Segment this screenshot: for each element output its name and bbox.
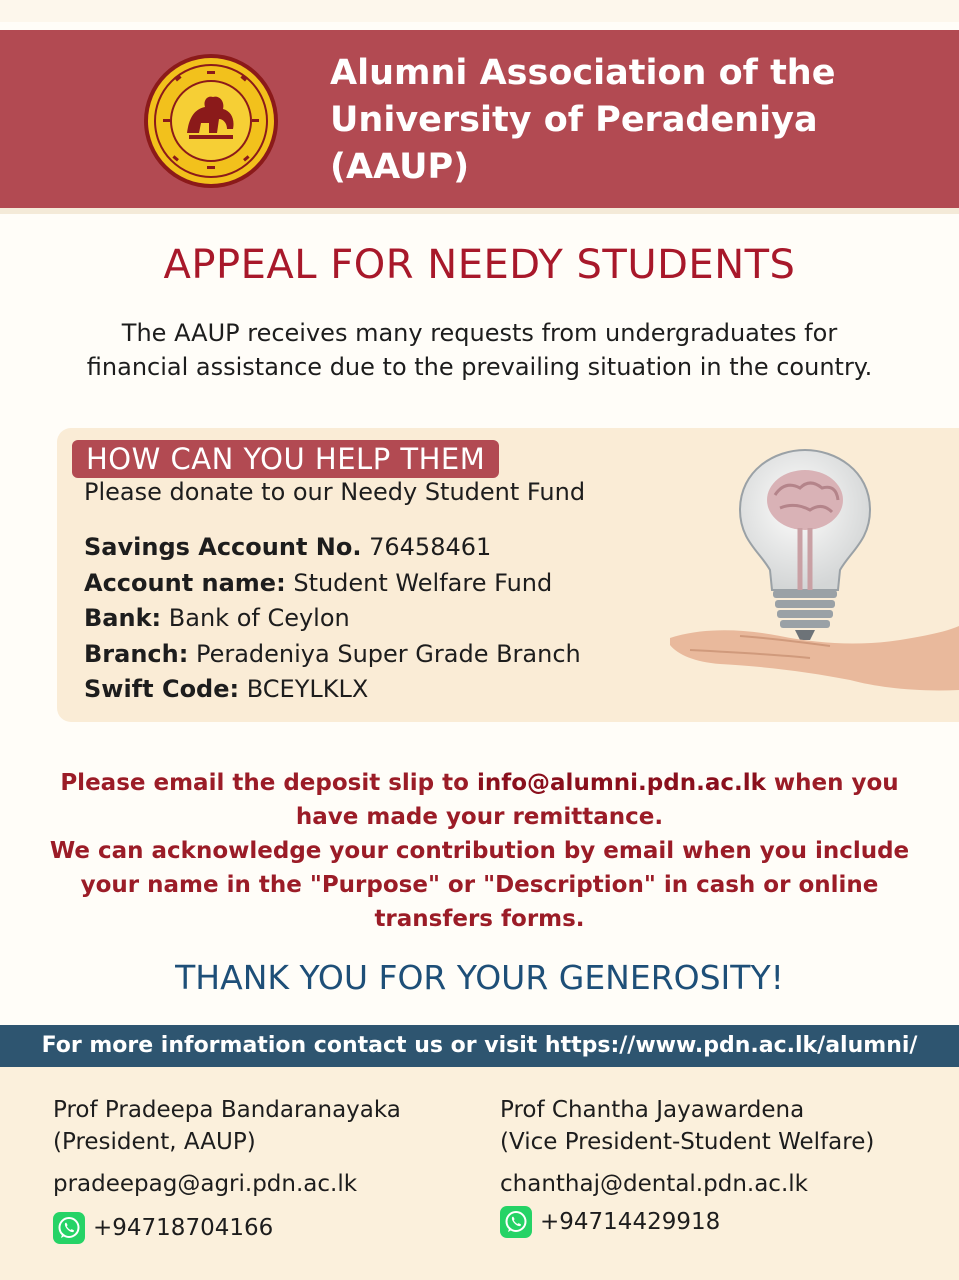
email-instructions bbox=[30, 766, 929, 936]
account-number-label: Savings Account No. bbox=[84, 533, 362, 561]
contact-name: Prof Chantha Jayawardena bbox=[500, 1097, 805, 1123]
organization-name bbox=[330, 50, 930, 191]
header-divider bbox=[0, 208, 959, 214]
contact-phone-row bbox=[53, 1212, 401, 1244]
account-name-row bbox=[84, 566, 684, 602]
contact-phone-row bbox=[500, 1206, 874, 1238]
top-strip bbox=[0, 0, 959, 22]
contact-name: Prof Pradeepa Bandaranayaka bbox=[53, 1097, 401, 1123]
bank-details bbox=[84, 530, 684, 708]
lightbulb-brain-hand-icon bbox=[660, 440, 959, 700]
bank-value: Bank of Ceylon bbox=[168, 604, 350, 632]
branch-label: Branch: bbox=[84, 639, 189, 668]
account-name-label: Account name: bbox=[84, 568, 286, 597]
branch-value: Peradeniya Super Grade Branch bbox=[195, 639, 581, 668]
branch-row bbox=[84, 637, 684, 673]
contact-email[interactable]: pradeepag@agri.pdn.ac.lk bbox=[53, 1171, 358, 1197]
intro-text bbox=[20, 316, 939, 384]
thank-you-message: THANK YOU FOR YOUR GENEROSITY! bbox=[175, 958, 784, 997]
contact-role: (Vice President-Student Welfare) bbox=[500, 1129, 875, 1155]
whatsapp-icon bbox=[500, 1206, 532, 1238]
contact-president bbox=[53, 1094, 401, 1244]
whatsapp-icon bbox=[53, 1212, 85, 1244]
contact-phone[interactable]: +94718704166 bbox=[93, 1215, 274, 1241]
donate-line: Please donate to our Needy Student Fund bbox=[84, 478, 586, 506]
intro-line-1: The AAUP receives many requests from undergraduates for bbox=[121, 319, 838, 347]
account-number-value: 76458461 bbox=[369, 533, 492, 561]
contact-vice-president bbox=[500, 1094, 874, 1238]
account-number-row bbox=[84, 530, 684, 566]
org-name-line-2: University of Peradeniya bbox=[330, 100, 818, 140]
contact-role: (President, AAUP) bbox=[53, 1129, 256, 1155]
contact-phone[interactable]: +94714429918 bbox=[540, 1209, 721, 1235]
org-name-line-1: Alumni Association of the bbox=[330, 53, 836, 93]
bank-label: Bank: bbox=[84, 604, 162, 632]
contact-email-link[interactable]: info@alumni.pdn.ac.lk bbox=[476, 770, 766, 796]
contact-email[interactable]: chanthaj@dental.pdn.ac.lk bbox=[500, 1171, 808, 1197]
university-seal-icon bbox=[143, 53, 279, 189]
help-heading: HOW CAN YOU HELP THEM bbox=[72, 440, 499, 478]
swift-value: BCEYLKLX bbox=[246, 675, 369, 703]
swift-label: Swift Code: bbox=[84, 675, 240, 703]
intro-line-2: financial assistance due to the prevailing situation in the country. bbox=[86, 353, 873, 381]
appeal-title: APPEAL FOR NEEDY STUDENTS bbox=[163, 242, 796, 288]
email-note-part-3: We can acknowledge your contribution by email when you include your name in the "Purpose" or "Description" in cash or online transfers forms. bbox=[49, 838, 910, 932]
org-name-line-3: (AAUP) bbox=[330, 147, 470, 187]
email-note-part-1: Please email the deposit slip to bbox=[60, 770, 477, 796]
account-name-value: Student Welfare Fund bbox=[293, 568, 553, 597]
info-bar: For more information contact us or visit https://www.pdn.ac.lk/alumni/ bbox=[0, 1025, 959, 1067]
swift-row bbox=[84, 672, 684, 708]
bank-row bbox=[84, 601, 684, 637]
email-note-part-2: when you have made your remittance. bbox=[295, 770, 899, 830]
